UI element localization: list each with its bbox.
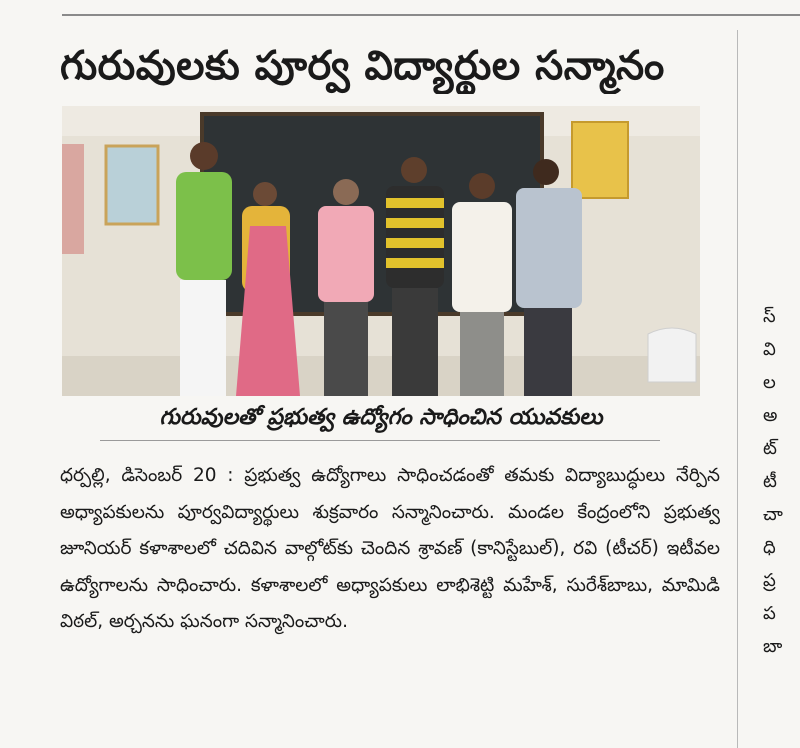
- fragment-line: వి: [763, 339, 776, 360]
- adjacent-column-fragment: [763, 300, 800, 663]
- fragment-line: టీ: [763, 471, 777, 492]
- fragment-line: ట్: [763, 438, 777, 459]
- fragment-line: బా: [763, 636, 783, 657]
- fragment-line: ప: [763, 603, 776, 624]
- article-body: [60, 458, 720, 641]
- top-rule: [62, 14, 800, 16]
- fragment-line: స్: [763, 306, 776, 327]
- fragment-line: ల: [763, 372, 776, 393]
- headline: గురువులకు పూర్వ విద్యార్థుల సన్మానం: [60, 43, 665, 89]
- fragment-line: ధి: [763, 537, 776, 558]
- caption-rule: [100, 440, 660, 441]
- fragment-line: చా: [763, 504, 783, 525]
- column-divider: [737, 30, 738, 748]
- fragment-line: ప్ర: [763, 570, 776, 591]
- article-paragraph: ధర్పల్లి, డిసెంబర్ 20 : ప్రభుత్వ ఉద్యోగాలు సాధించడంతో తమకు విద్యాబుద్ధులు నేర్పిన అధ్యాపకులను పూర్వవిద్యార్థులు శుక్రవారం సన్మానించారు. మండల కేంద్రంలోని ప్రభుత్వ జూనియర్ కళాశాలలో చదివిన వాల్గోట్‌కు చెందిన శ్రావణ్ (కానిస్టేబుల్), రవి (టీచర్) ఇటీవల ఉద్యోగాలను సాధించారు. కళాశాలలో అధ్యాపకులు లాభిశెట్టి మహేశ్, సురేశ్‌బాబు, మామిడి విఠల్, అర్చనను ఘనంగా సన్మానించారు.: [60, 465, 720, 632]
- fragment-line: అ: [763, 405, 778, 426]
- photo-caption: గురువులతో ప్రభుత్వ ఉద్యోగం సాధించిన యువకులు: [159, 405, 603, 430]
- news-photo: [62, 106, 700, 396]
